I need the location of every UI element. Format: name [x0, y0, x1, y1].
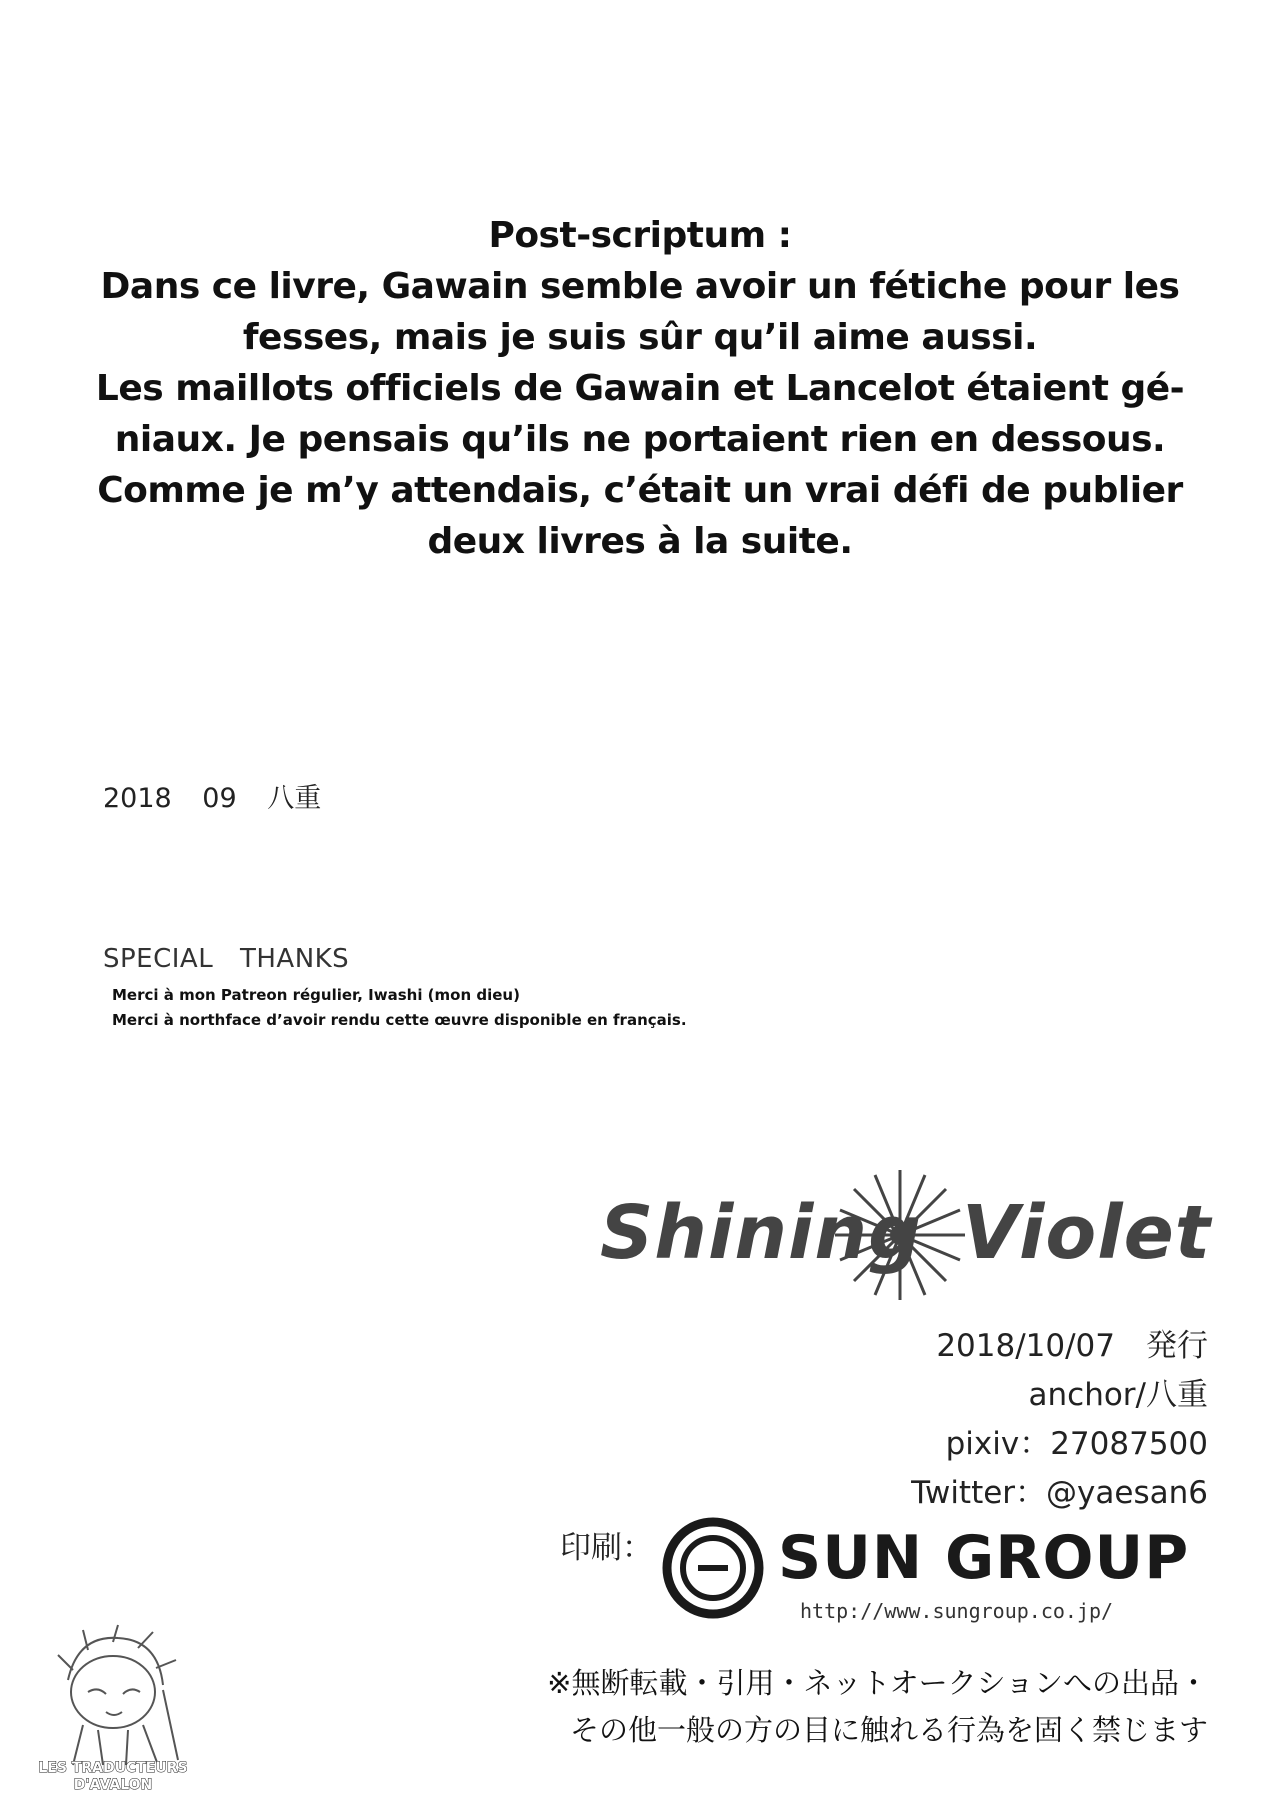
logo-word-shining: Shining	[600, 1190, 923, 1276]
notice-line: ※無断転載・引用・ネットオークションへの出品・	[547, 1666, 1208, 1700]
printer-url: http://www.sungroup.co.jp/	[800, 1599, 1114, 1623]
printer-name: SUN GROUP	[778, 1523, 1190, 1593]
copyright-notice	[408, 1660, 1208, 1754]
postscript-line: deux livres à la suite.	[427, 521, 853, 562]
postscript-line: fesses, mais je suis sûr qu’il aime aussi.	[242, 317, 1038, 358]
sun-group-logo	[660, 1515, 1220, 1635]
printer-label: 印刷：	[560, 1530, 653, 1566]
circle-name: anchor/八重	[1028, 1377, 1208, 1413]
notice-line: その他一般の方の目に触れる行為を固く禁じます	[569, 1713, 1208, 1747]
watermark-line: LES TRADUCTEURS	[38, 1760, 188, 1776]
chibi-character-icon	[28, 1620, 198, 1770]
postscript-line: Les maillots officiels de Gawain et Lancelot étaient gé-	[95, 368, 1185, 409]
postscript-block	[60, 210, 1220, 567]
special-thanks-title: SPECIAL THANKS	[103, 944, 350, 974]
pixiv-id: pixiv：27087500	[945, 1426, 1208, 1462]
postscript-line: Dans ce livre, Gawain semble avoir un fétiche pour les	[100, 266, 1180, 307]
thanks-line: Merci à northface d’avoir rendu cette œuvre disponible en français.	[112, 1011, 687, 1029]
publish-date: 2018/10/07 発行	[936, 1328, 1208, 1364]
watermark-text	[28, 1760, 198, 1794]
author-signature: 2018 09 八重	[103, 783, 322, 814]
logo-word-violet: Violet	[962, 1190, 1212, 1276]
sun-group-emblem-icon	[660, 1515, 766, 1621]
postscript-line: Comme je m’y attendais, c’était un vrai défi de publier	[97, 470, 1183, 511]
translator-watermark	[28, 1620, 198, 1810]
special-thanks-list	[112, 983, 687, 1033]
twitter-handle: Twitter：@yaesan6	[911, 1475, 1208, 1511]
shining-violet-logo	[600, 1170, 1220, 1300]
postscript-line: niaux. Je pensais qu’ils ne portaient rien en dessous.	[114, 419, 1166, 460]
thanks-line: Merci à mon Patreon régulier, Iwashi (mon dieu)	[112, 986, 520, 1004]
colophon	[608, 1322, 1208, 1518]
postscript-line: Post-scriptum :	[488, 215, 792, 256]
logo-text	[600, 1190, 1211, 1276]
watermark-line: D'AVALON	[73, 1777, 153, 1793]
